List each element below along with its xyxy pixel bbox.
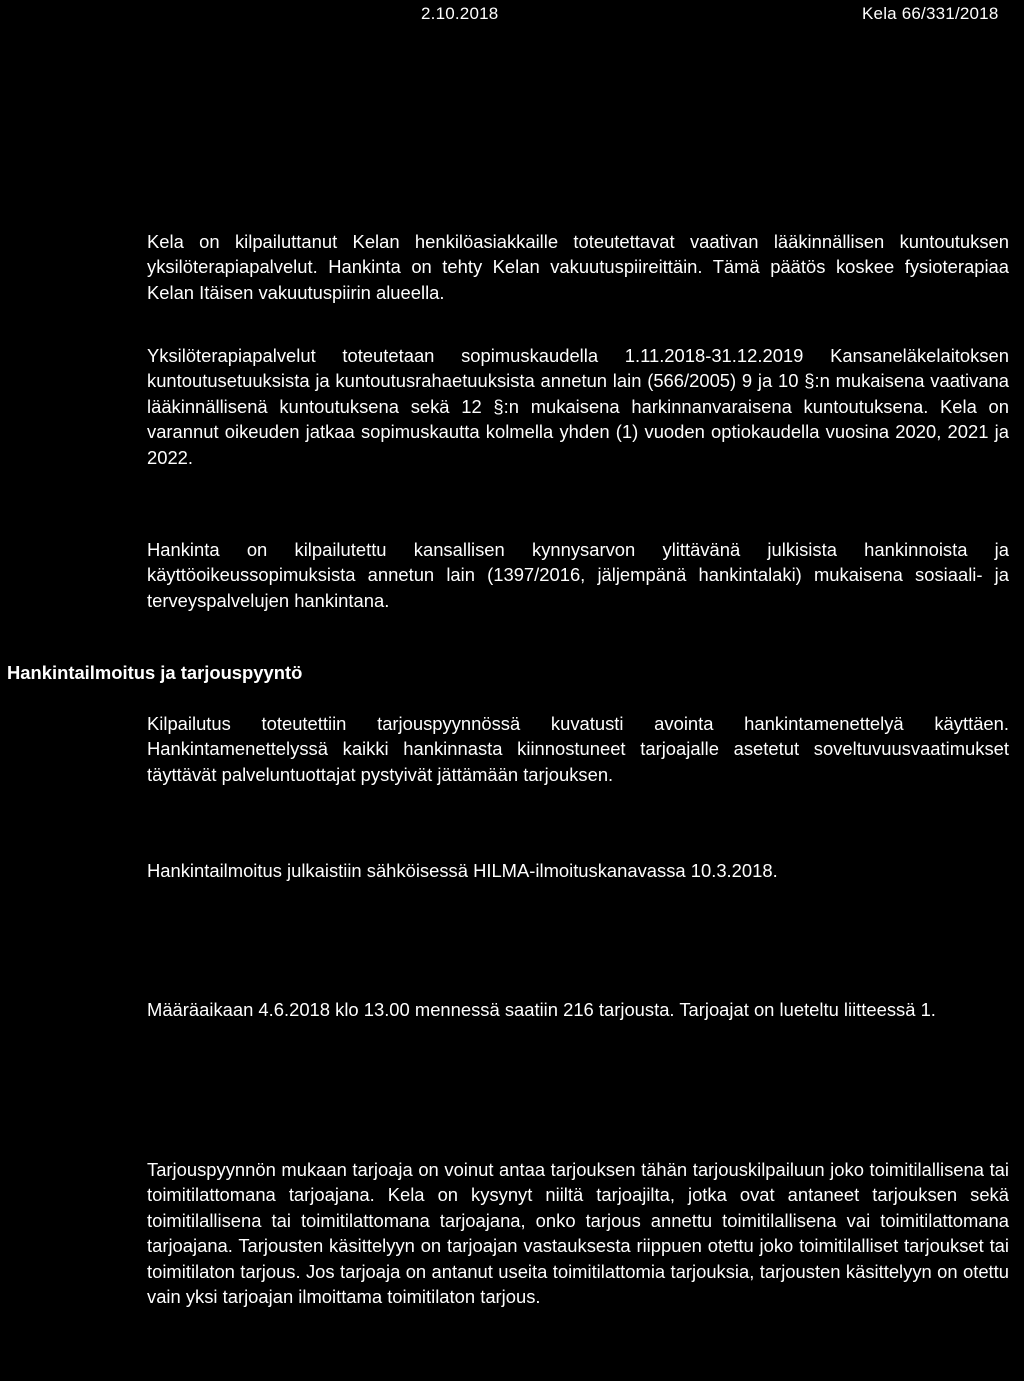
tender-type-paragraph: Tarjouspyynnön mukaan tarjoaja on voinut antaa tarjouksen tähän tarjouskilpailuun joko toimitilallisena tai toimitilattomana tarjoajana. Kela on kysynyt niiltä tarjoajilta, jotka ovat antaneet tarjouksen sekä toimitilallisena tai toimitilattomana tarjoajana, onko tarjous annettu toimitilallisena vai toimitilattomana tarjoajana. Tarjousten käsittelyyn on tarjoajan vastauksesta riippuen otettu joko toimitilalliset tarjoukset tai toimitilaton tarjous. Jos tarjoaja on antanut useita toimitilattomia tarjouksia, tarjousten käsittelyyn on otettu vain yksi tarjoajan ilmoittama toimitilaton tarjous. <box>147 1159 1009 1308</box>
procurement-law-paragraph: Hankinta on kilpailutettu kansallisen kynnysarvon ylittävänä julkisista hankinnoista ja käyttöoikeussopimuksista annetun lain (1397/2016, jäljempänä hankintalaki) mukaisena sosiaali- ja terveyspalvelujen hankintana. <box>147 539 1009 611</box>
procedure-paragraph: Kilpailutus toteutettiin tarjouspyynnössä kuvatusti avointa hankintamenettelyä käyttäen. Hankintamenettelyssä kaikki hankinnasta kiinnostuneet tarjoajalle asetetut soveltuvuusvaatimukset täyttävät palveluntuottajat pystyivät jättämään tarjouksen. <box>147 713 1009 785</box>
section-heading: Hankintailmoitus ja tarjouspyyntö <box>7 662 303 683</box>
document-reference: Kela 66/331/2018 <box>862 4 999 23</box>
deadline-paragraph: Määräaikaan 4.6.2018 klo 13.00 mennessä saatiin 216 tarjousta. Tarjoajat on lueteltu liitteessä 1. <box>147 999 936 1020</box>
contract-period-paragraph: Yksilöterapiapalvelut toteutetaan sopimuskaudella 1.11.2018-31.12.2019 Kansaneläkelaitoksen kuntoutusetuuksista ja kuntoutusrahaetuuksista annetun lain (566/2005) 9 ja 10 §:n mukaisena vaativana lääkinnällisenä kuntoutuksena sekä 12 §:n mukaisena harkinnanvaraisena kuntoutuksena. Kela on varannut oikeuden jatkaa sopimuskautta kolmella yhden (1) vuoden optiokaudella vuosina 2020, 2021 ja 2022. <box>147 345 1009 468</box>
intro-paragraph: Kela on kilpailuttanut Kelan henkilöasiakkaille toteutettavat vaativan lääkinnällisen kuntoutuksen yksilöterapiapalvelut. Hankinta on tehty Kelan vakuutuspiireittäin. Tämä päätös koskee fysioterapiaa Kelan Itäisen vakuutuspiirin alueella. <box>147 231 1009 303</box>
notice-paragraph: Hankintailmoitus julkaistiin sähköisessä HILMA-ilmoituskanavassa 10.3.2018. <box>147 860 778 881</box>
document-date: 2.10.2018 <box>421 4 499 23</box>
